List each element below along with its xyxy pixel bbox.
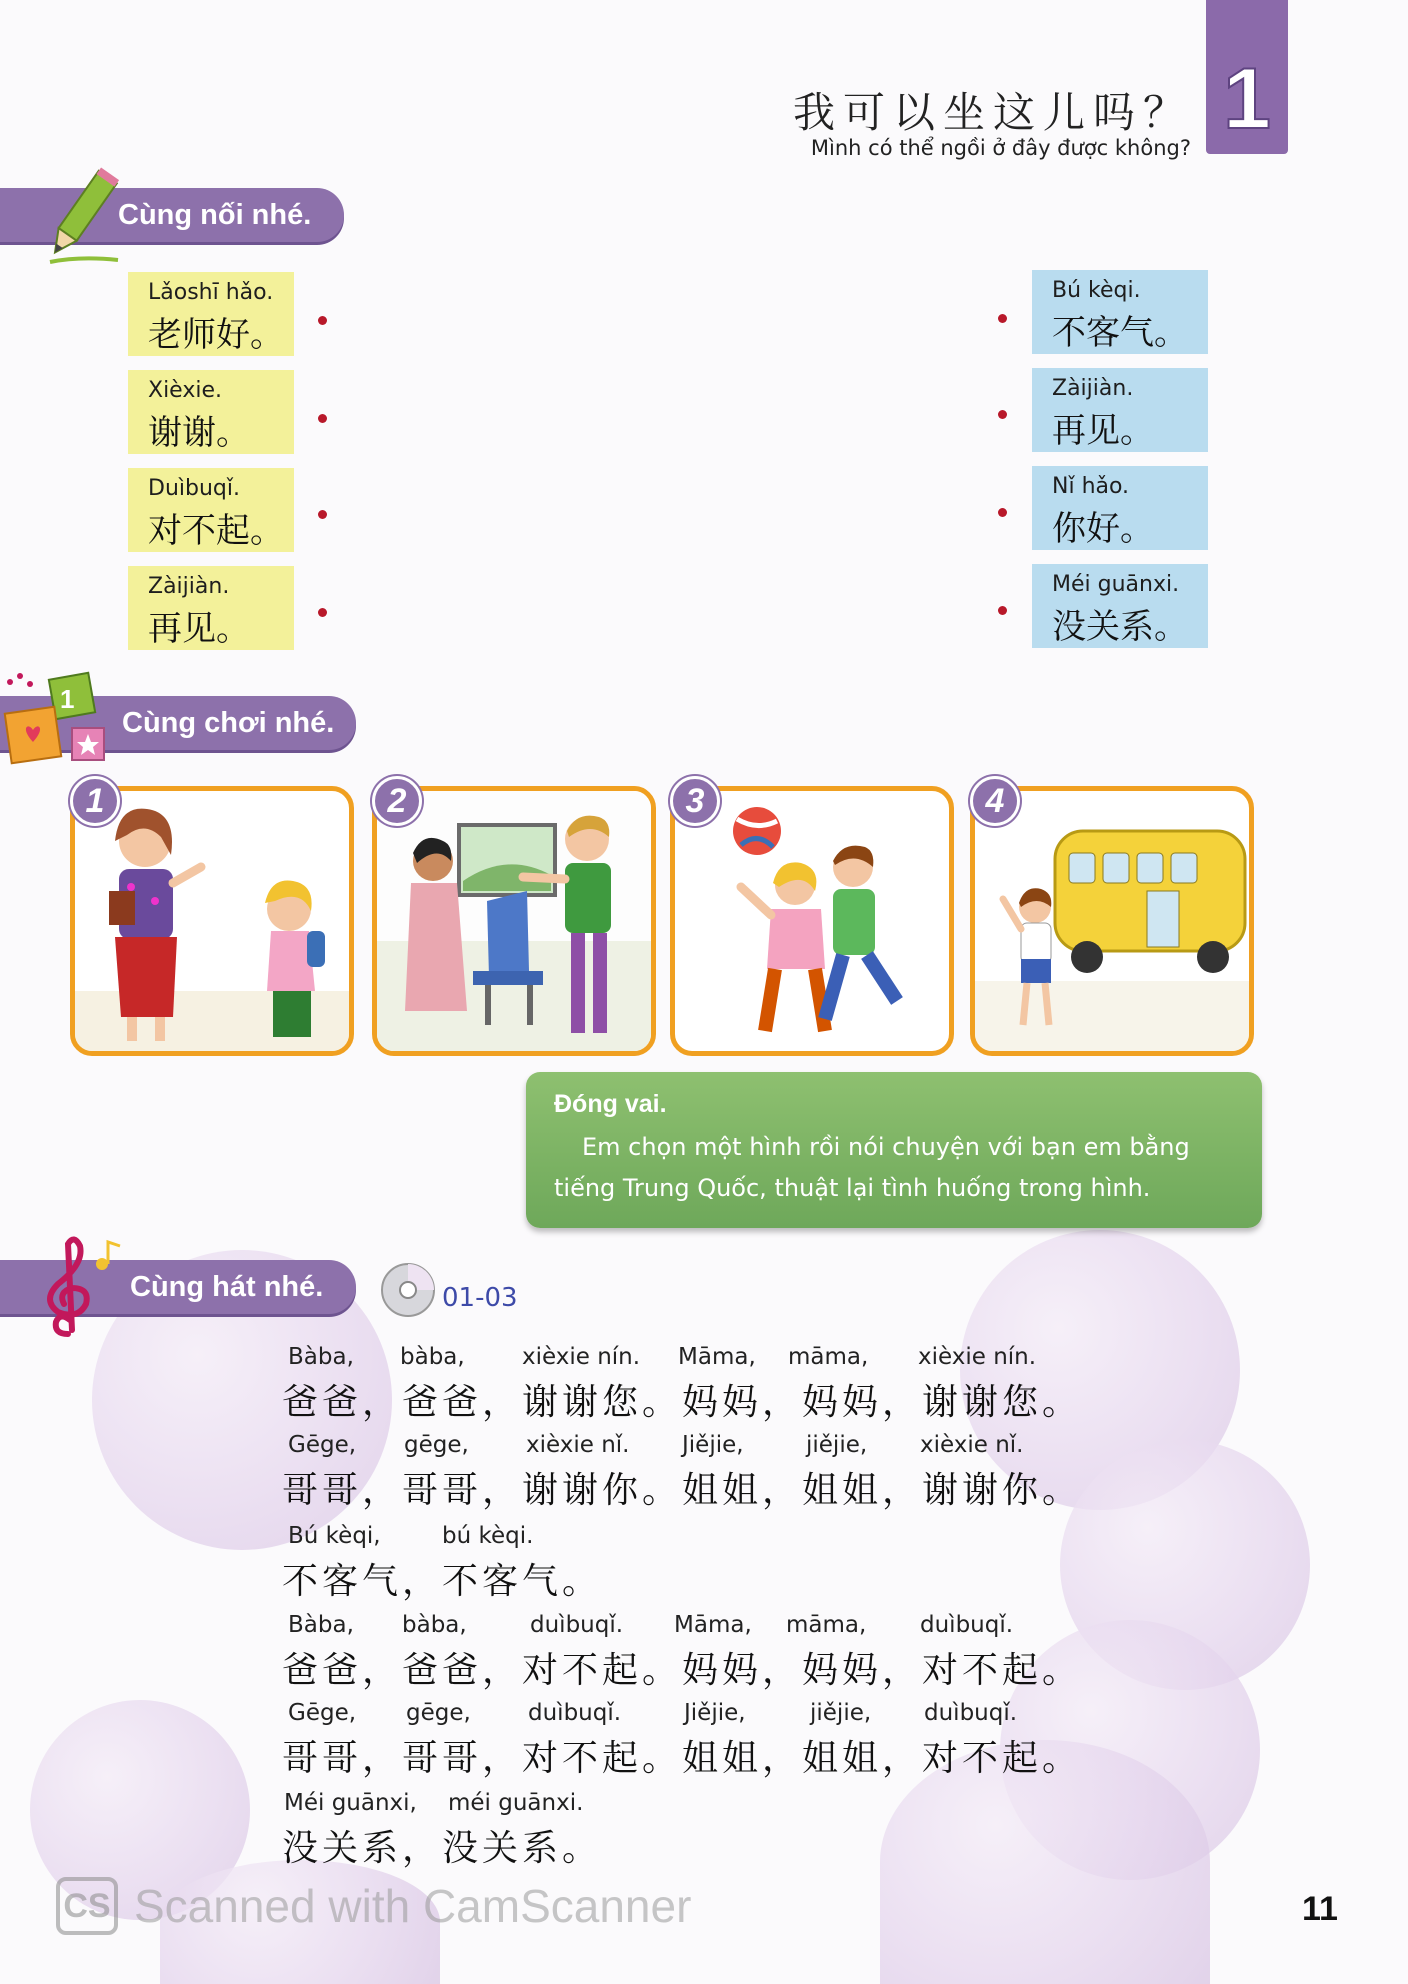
panel-number-badge: 2 <box>372 776 422 826</box>
match-card-left: Duìbuqǐ. 对不起。 <box>128 468 294 552</box>
toy-blocks-icon <box>2 664 114 768</box>
role-play-title: Đóng vai. <box>554 1090 667 1118</box>
audio-track-number: 01-03 <box>442 1283 518 1313</box>
match-dot-left[interactable] <box>318 608 327 617</box>
role-play-box <box>526 1072 1262 1228</box>
treble-clef-icon <box>28 1234 124 1340</box>
lesson-title-vietnamese: Mình có thể ngồi ở đây được không? <box>810 136 1191 160</box>
match-dot-left[interactable] <box>318 510 327 519</box>
match-dot-right[interactable] <box>998 606 1007 615</box>
lesson-number-tab: 1 <box>1206 0 1288 154</box>
match-card-right: Bú kèqi. 不客气。 <box>1032 270 1208 354</box>
match-dot-left[interactable] <box>318 316 327 325</box>
page-number: 11 <box>1302 1890 1338 1928</box>
audio-cd-icon[interactable] <box>380 1262 436 1318</box>
section-header-match: Cùng nối nhé. <box>0 188 344 242</box>
camscanner-watermark: CS Scanned with CamScanner <box>56 1874 691 1938</box>
scene-illustration <box>975 791 1249 1051</box>
pencil-icon <box>40 160 120 270</box>
match-card-left: Lǎoshī hǎo. 老师好。 <box>128 272 294 356</box>
scene-illustration <box>75 791 349 1051</box>
match-card-right: Nǐ hǎo. 你好。 <box>1032 466 1208 550</box>
scene-panel-bus-goodbye <box>970 786 1254 1056</box>
panel-number-badge: 4 <box>970 776 1020 826</box>
match-card-right: Méi guānxi. 没关系。 <box>1032 564 1208 648</box>
scene-illustration <box>675 791 949 1051</box>
match-card-right: Zàijiàn. 再见。 <box>1032 368 1208 452</box>
match-card-left: Zàijiàn. 再见。 <box>128 566 294 650</box>
lesson-title-chinese: 我可以坐这儿吗？ <box>792 88 1193 137</box>
scene-panel-ball-play <box>670 786 954 1056</box>
svg-text:1: 1 <box>60 684 75 714</box>
panel-number-badge: 3 <box>670 776 720 826</box>
role-play-instructions: Em chọn một hình rồi nói chuyện với bạn em bằng tiếng Trung Quốc, thuật lại tình huống trong hình. <box>554 1133 1190 1202</box>
camscanner-logo-icon: CS <box>56 1877 118 1935</box>
match-dot-right[interactable] <box>998 508 1007 517</box>
scene-panel-teacher-greeting <box>70 786 354 1056</box>
match-dot-right[interactable] <box>998 314 1007 323</box>
match-card-left: Xièxie. 谢谢。 <box>128 370 294 454</box>
panel-number-badge: 1 <box>70 776 120 826</box>
section-header-play: Cùng chơi nhé. <box>0 696 356 750</box>
section-header-sing: Cùng hát nhé. <box>0 1260 356 1314</box>
match-dot-left[interactable] <box>318 414 327 423</box>
scene-panel-seat-offer <box>372 786 656 1056</box>
match-dot-right[interactable] <box>998 410 1007 419</box>
scene-illustration <box>377 791 651 1051</box>
